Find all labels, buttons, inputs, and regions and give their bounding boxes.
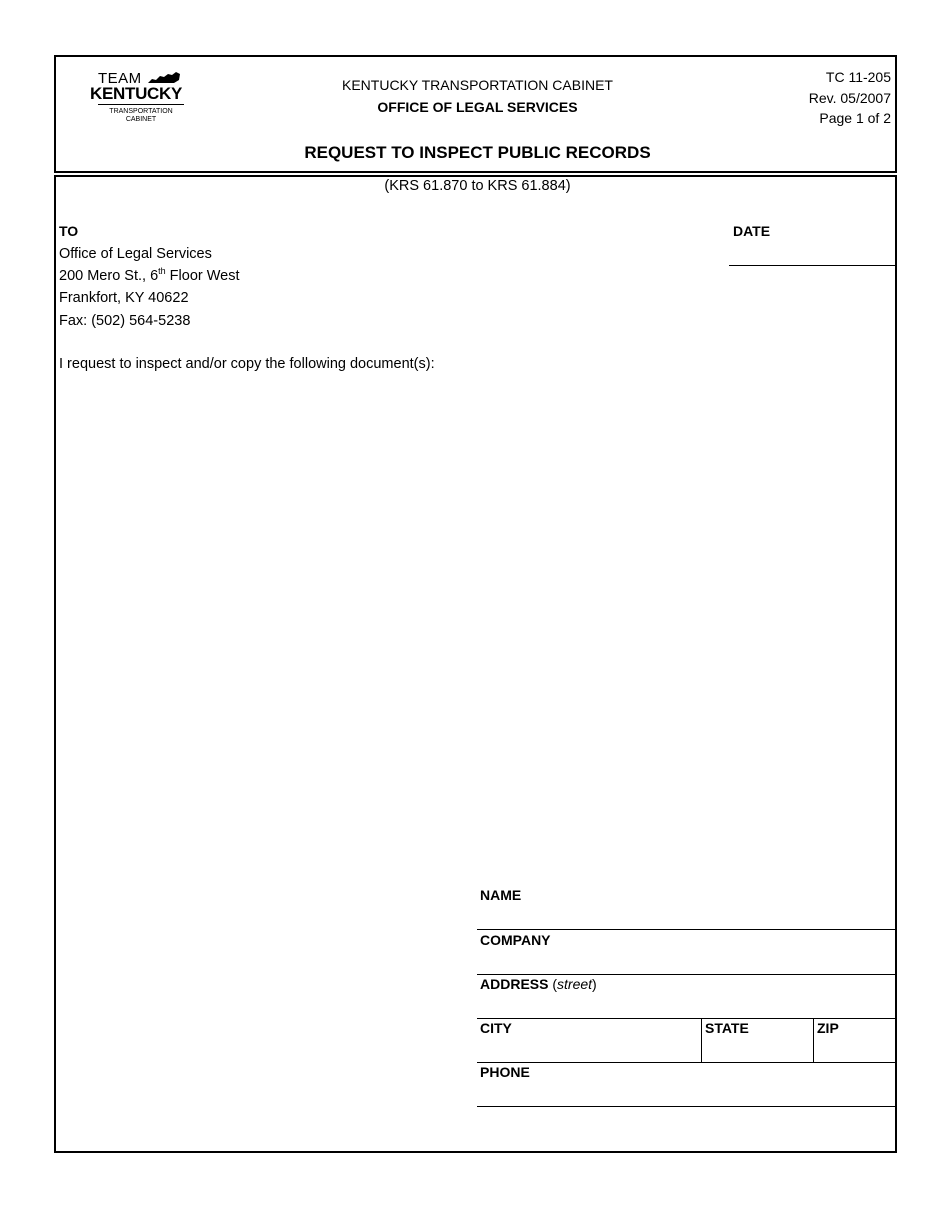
logo-transportation-text: TRANSPORTATION (109, 108, 173, 115)
company-label: COMPANY (480, 932, 551, 948)
date-label: DATE (733, 223, 771, 239)
date-field[interactable] (729, 265, 895, 266)
to-label: TO (59, 223, 79, 239)
logo-kentucky-text: KENTUCKY (90, 84, 183, 103)
phone-field[interactable] (477, 1063, 895, 1106)
kentucky-state-icon (146, 71, 182, 85)
city-field[interactable] (477, 1019, 701, 1062)
office-name: OFFICE OF LEGAL SERVICES (377, 99, 578, 115)
request-statement: I request to inspect and/or copy the following document(s): (59, 356, 435, 372)
logo-divider (98, 104, 184, 105)
to-office: Office of Legal Services (59, 246, 212, 262)
form-identifier (809, 67, 891, 129)
name-label: NAME (480, 887, 522, 903)
address-label-text: ADDRESS (480, 976, 549, 992)
agency-name: KENTUCKY TRANSPORTATION CABINET (342, 77, 613, 93)
logo-cabinet-text: CABINET (125, 116, 157, 123)
to-street-suffix: th (158, 266, 166, 277)
to-fax: Fax: (502) 564-5238 (59, 313, 191, 329)
form-title: REQUEST TO INSPECT PUBLIC RECORDS (304, 143, 651, 162)
state-label: STATE (705, 1020, 749, 1036)
form-number: TC 11-205 (825, 69, 891, 85)
to-street-rest: Floor West (165, 268, 240, 284)
to-street-number: 200 Mero St., 6 (59, 268, 159, 284)
name-field[interactable] (477, 880, 895, 929)
city-label: CITY (480, 1020, 512, 1036)
address-label: ADDRESS (street) (480, 976, 597, 992)
to-city: Frankfort, KY 40622 (59, 290, 189, 306)
company-field[interactable] (477, 930, 895, 974)
logo-team-text: TEAM (98, 70, 142, 87)
phone-underline (477, 1106, 895, 1107)
zip-field[interactable] (814, 1019, 895, 1062)
phone-label: PHONE (480, 1064, 530, 1080)
address-hint: street (557, 976, 593, 992)
team-kentucky-logo (86, 68, 196, 126)
state-field[interactable] (702, 1019, 813, 1062)
page-indicator: Page 1 of 2 (819, 110, 891, 126)
zip-label: ZIP (817, 1020, 839, 1036)
to-street (59, 268, 240, 284)
documents-request-area[interactable] (59, 382, 891, 872)
form-revision: Rev. 05/2007 (808, 89, 891, 106)
address-field[interactable] (477, 975, 895, 1018)
statute-reference: (KRS 61.870 to KRS 61.884) (384, 178, 571, 194)
